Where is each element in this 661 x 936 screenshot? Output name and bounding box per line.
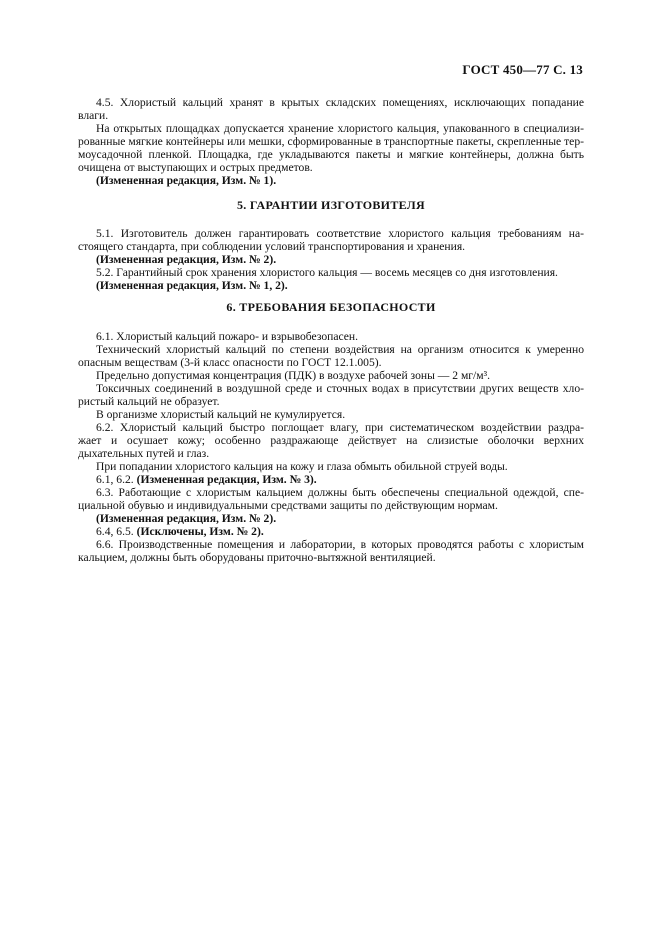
- section4-line-6: (Измененная редакция, Изм. № 1).: [96, 174, 277, 187]
- section6-line-16: 6.6. Производственные помещения и лаборатории, в которых проводятся работы с хлористым: [96, 538, 584, 551]
- section6-line-17: кальцием, должны быть оборудованы приточно-вытяжной вентиляцией.: [78, 551, 436, 564]
- section6-line-6: В организме хлористый кальций не кумулируется.: [96, 408, 346, 421]
- section5-line-0: 5.1. Изготовитель должен гарантировать соответствие хлористого кальция требованиям на-: [96, 227, 584, 240]
- section4-line-5: очищена от выступающих и острых предметов.: [78, 161, 313, 174]
- section6-line-7: 6.2. Хлористый кальций быстро поглощает влагу, при систематическом воздействии раздра-: [96, 421, 584, 434]
- section5-line-3: 5.2. Гарантийный срок хранения хлористого кальция — восемь месяцев со дня изготовления.: [96, 266, 558, 279]
- section6-line-13: циальной обувью и индивидуальными средствами защиты по действующим нормам.: [78, 499, 498, 512]
- section6-line-3: Предельно допустимая концентрация (ПДК) в воздухе рабочей зоны — 2 мг/м³.: [96, 369, 490, 382]
- section6-line-10: При попадании хлористого кальция на кожу и глаза обмыть обильной струей воды.: [96, 460, 508, 473]
- section6-line-2: опасным веществам (3-й класс опасности по ГОСТ 12.1.005).: [78, 356, 382, 369]
- section6-line-4: Токсичных соединений в воздушной среде и сточных водах в присутствии других веществ хло-: [96, 382, 584, 395]
- section6-line-11: 6.1, 6.2. (Измененная редакция, Изм. № 3).: [96, 473, 317, 486]
- section6-line-15: 6.4, 6.5. (Исключены, Изм. № 2).: [96, 525, 264, 538]
- section4-line-2: На открытых площадках допускается хранение хлористого кальция, упакованного в специализи-: [96, 122, 584, 135]
- page-header: ГОСТ 450—77 С. 13: [462, 62, 583, 77]
- section4-line-3: рованные мягкие контейнеры или мешки, сформированные в транспортные пакеты, скрепленные тер-: [78, 135, 584, 148]
- section4-line-0: 4.5. Хлористый кальций хранят в крытых складских помещениях, исключающих попадание: [96, 96, 584, 109]
- section6-line-12: 6.3. Работающие с хлористым кальцием должны быть обеспечены специальной одеждой, спе-: [96, 486, 584, 499]
- section4-line-4: моусадочной пленкой. Площадка, где укладываются пакеты и мягкие контейнеры, должна быть: [78, 148, 584, 161]
- section4-line-1: влаги.: [78, 109, 109, 122]
- section6-line-9: дыхательных путей и глаз.: [78, 447, 210, 460]
- section5-line-2: (Измененная редакция, Изм. № 2).: [96, 253, 277, 266]
- section6-line-8: жает и осушает кожу; особенно раздражающе действует на слизистые оболочки верхних: [78, 434, 584, 447]
- section6-heading: 6. ТРЕБОВАНИЯ БЕЗОПАСНОСТИ: [226, 300, 436, 314]
- section6-line-14: (Измененная редакция, Изм. № 2).: [96, 512, 277, 525]
- section6-line-1: Технический хлористый кальций по степени воздействия на организм относится к умеренно: [96, 343, 584, 356]
- section5-heading: 5. ГАРАНТИИ ИЗГОТОВИТЕЛЯ: [237, 198, 425, 212]
- section5-line-1: стоящего стандарта, при соблюдении условий транспортирования и хранения.: [78, 240, 466, 253]
- section6-line-0: 6.1. Хлористый кальций пожаро- и взрывобезопасен.: [96, 330, 359, 343]
- section6-line-5: ристый кальций не образует.: [78, 395, 220, 408]
- section5-line-4: (Измененная редакция, Изм. № 1, 2).: [96, 279, 288, 292]
